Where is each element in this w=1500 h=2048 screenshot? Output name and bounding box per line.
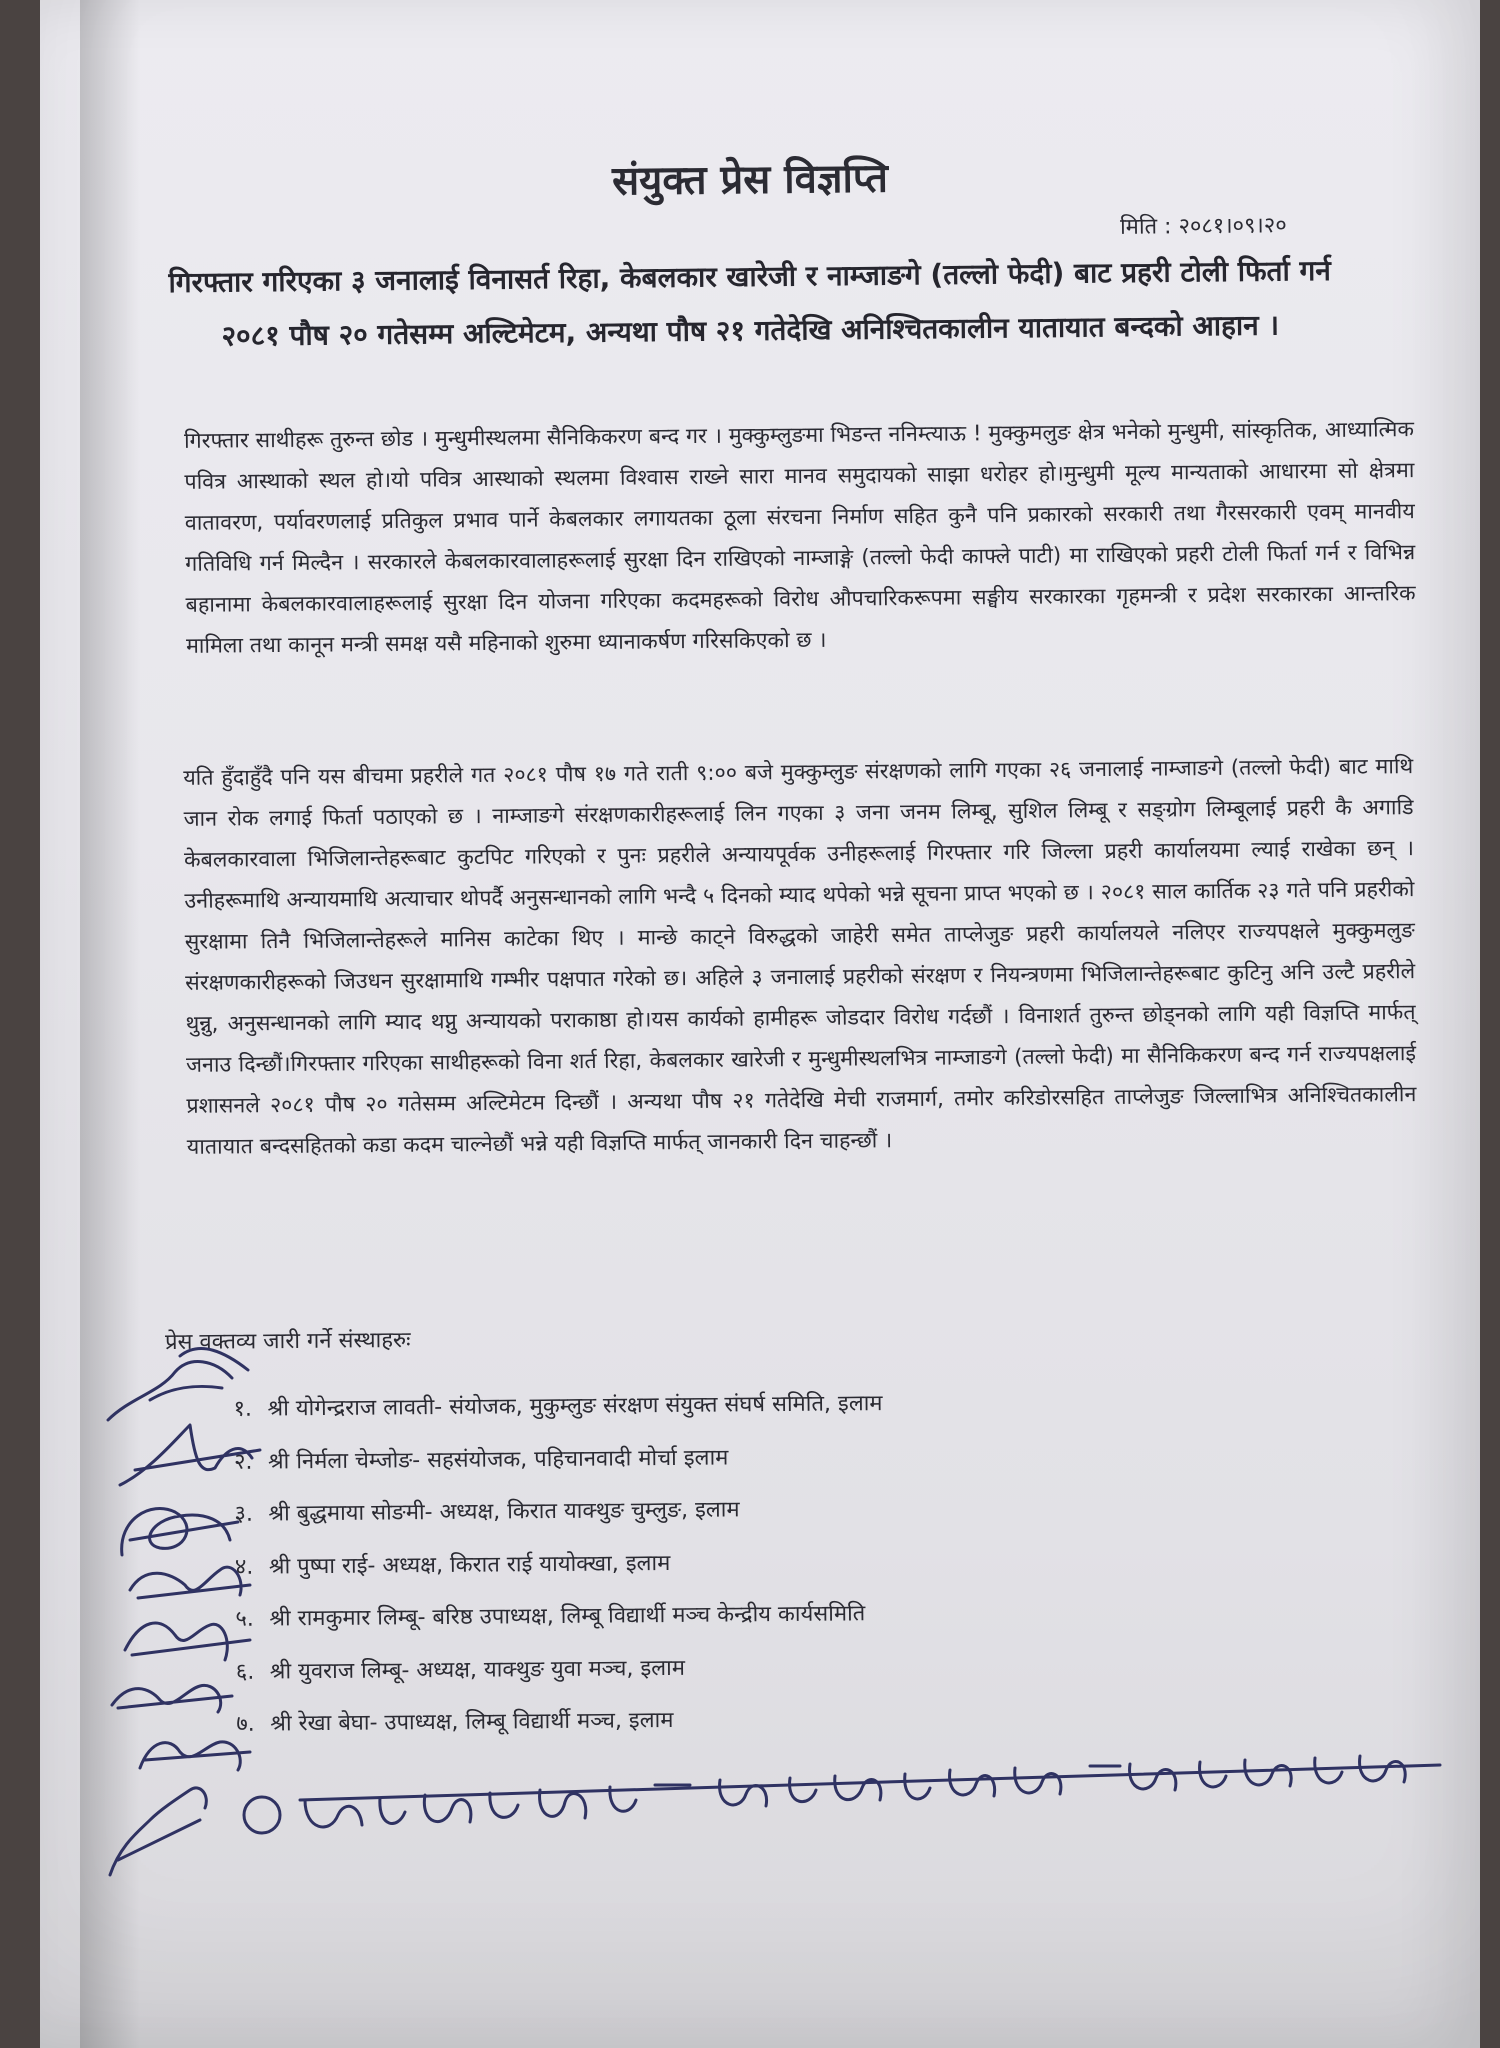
signer-text: श्री निर्मला चेम्जोङ- सहसंयोजक, पहिचानवादी मोर्चा इलाम xyxy=(267,1444,729,1475)
signer-number: ४. xyxy=(234,1554,254,1580)
signer-number: ६. xyxy=(235,1659,255,1685)
signer-text: श्री पुष्पा राई- अध्यक्ष, किरात राई यायोक्खा, इलाम xyxy=(268,1550,671,1580)
signature-4 xyxy=(130,1567,250,1598)
document-title: संयुक्त प्रेस विज्ञप्ति xyxy=(611,155,889,205)
document-headline: गिरफ्तार गरिएका ३ जनालाई विनासर्त रिहा, केबलकार खारेजी र नाम्जाङगे (तल्लो फेदी) बाट प्रहरी टोली फिर्ता गर्न २०८१ पौष २० गतेसम्म अल्टिमेटम, अन्यथा पौष २१ गतेदेखि अनिश्चितकालीन यातायात बन्दको आहान । xyxy=(168,253,1332,353)
signer-text: श्री रामकुमार लिम्बू- बरिष्ठ उपाध्यक्ष, लिम्बू विद्यार्थी मञ्च केन्द्रीय कार्यसमिति xyxy=(269,1601,866,1632)
paragraph-2: यति हुँदाहुँदै पनि यस बीचमा प्रहरीले गत २०८१ पौष १७ गते राती ९:०० बजे मुक्कुम्लुङ संरक्षणको लागि गएका २६ जनालाई नाम्जाङगे (तल्लो फेदी) बाट माथि जान रोक लगाई फिर्ता पठाएको छ । नाम्जाङगे संरक्षणकारीहरूलाई लिन गएका ३ जना जनम लिम्बू, सुशिल लिम्बू र सङ्ग्रोग लिम्बूलाई प्रहरी कै अगाडि केबलकारवाला भिजिलान्तेहरूबाट कुटपिट गरिएको र पुनः प्रहरीले अन्यायपूर्वक उनीहरूलाई गिरफ्तार गरि जिल्ला प्रहरी कार्यालयमा ल्याई राखेका छन् । उनीहरूमाथि अन्यायमाथि अत्याचार थोपर्दै अनुसन्धानको लागि भन्दै ५ दिनको म्याद थपेको भन्ने सूचना प्राप्त भएको छ । २०८१ साल कार्तिक २३ गते पनि प्रहरीको सुरक्षामा तिनै भिजिलान्तेहरूले मानिस काटेका थिए । मान्छे काट्ने विरुद्धको जाहेरी समेत ताप्लेजुङ प्रहरी कार्यालयले नलिएर राज्यपक्षले मुक्कुमलुङ संरक्षणकारीहरूको जिउधन सुरक्षामाथि गम्भीर पक्षपात गरेको छ। अहिले ३ जनालाई प्रहरीको संरक्षण र नियन्त्रणमा भिजिलान्तेहरूबाट कुटिनु अनि उल्टै प्रहरीले थुन्नु, अनुसन्धानको लागि म्याद थप्नु अन्यायको पराकाष्ठा हो।यस कार्यको हामीहरू जोडदार विरोध गर्दछौं । विनाशर्त तुरुन्त छोड्नको लागि यही विज्ञप्ति मार्फत् जनाउ दिन्छौं।गिरफ्तार गरिएका साथीहरूको विना शर्त रिहा, केबलकार खारेजी र मुन्धुमीस्थलभित्र नाम्जाङगे (तल्लो फेदी) मा सैनिकिकरण बन्द गर्न राज्यपक्षलाई प्रशासनले २०८१ पौष २० गतेसम्म अल्टिमेटम दिन्छौं । अन्यथा पौष २१ गतेदेखि मेची राजमार्ग, तमोर करिडोरसहित ताप्लेजुङ जिल्लाभित्र अनिश्चितकालीन यातायात बन्दसहितको कडा कदम चाल्नेछौं भन्ने यही विज्ञप्ति मार्फत् जानकारी दिन चाहन्छौं । xyxy=(183,754,1417,1160)
signature-2 xyxy=(120,1425,260,1485)
signature-8 xyxy=(110,1788,206,1875)
signer-number: ७. xyxy=(236,1711,255,1737)
signer-text: श्री रेखा बेघा- उपाध्यक्ष, लिम्बू विद्यार्थी मञ्च, इलाम xyxy=(270,1707,674,1737)
signer-number: ५. xyxy=(235,1606,254,1632)
signer-text: श्री योगेन्द्रराज लावती- संयोजक, मुकुम्लुङ संरक्षण संयुक्त संघर्ष समिति, इलाम xyxy=(267,1391,883,1422)
signature-6 xyxy=(112,1685,232,1712)
signer-text: श्री बुद्धमाया सोङमी- अध्यक्ष, किरात याक्थुङ चुम्लुङ, इलाम xyxy=(268,1497,740,1527)
signer-text: श्री युवराज लिम्बू- अध्यक्ष, याक्थुङ युवा मञ्च, इलाम xyxy=(269,1655,686,1684)
signature-5 xyxy=(125,1623,250,1660)
signers-heading: प्रेस वक्तव्य जारी गर्ने संस्थाहरुः xyxy=(164,1327,411,1356)
signer-number: १. xyxy=(233,1396,253,1422)
signature-1 xyxy=(108,1349,248,1420)
signature-7 xyxy=(140,1742,250,1770)
signature-3 xyxy=(122,1509,238,1555)
handwritten-line-8 xyxy=(244,1756,1440,1833)
document-date: मिति : २०८१।०९।२० xyxy=(1119,213,1287,240)
paragraph-1: गिरफ्तार साथीहरू तुरुन्त छोड । मुन्धुमीस्थलमा सैनिकिकरण बन्द गर । मुक्कुम्लुङमा भिडन्त ननिम्त्याऊ ! मुक्कुमलुङ क्षेत्र भनेको मुन्धुमी, सांस्कृतिक, आध्यात्मिक पवित्र आस्थाको स्थल हो।यो पवित्र आस्थाको स्थलमा विश्वास राख्ने सारा मानव समुदायको साझा धरोहर हो।मुन्धुमी मूल्य मान्यताको आधारमा सो क्षेत्रमा वातावरण, पर्यावरणलाई प्रतिकुल प्रभाव पार्ने केबलकार लगायतका ठूला संरचना निर्माण सहित कुनै पनि प्रकारको सरकारी तथा गैरसरकारी एवम् मानवीय गतिविधि गर्न मिल्दैन । सरकारले केबलकारवालाहरूलाई सुरक्षा दिन राखिएको नाम्जाङ्गे (तल्लो फेदी काफ्ले पाटी) मा राखिएको प्रहरी टोली फिर्ता गर्न र विभिन्न बहानामा केबलकारवालाहरूलाई सुरक्षा दिन योजना गरिएका कदमहरूको विरोध औपचारिकरूपमा सङ्घीय सरकारका गृहमन्त्री र प्रदेश सरकारका आन्तरिक मामिला तथा कानून मन्त्री समक्ष यसै महिनाको शुरुमा ध्यानाकर्षण गरिसकिएको छ । xyxy=(183,417,1416,659)
signer-number: २. xyxy=(233,1449,253,1475)
signer-number: ३. xyxy=(234,1501,254,1527)
